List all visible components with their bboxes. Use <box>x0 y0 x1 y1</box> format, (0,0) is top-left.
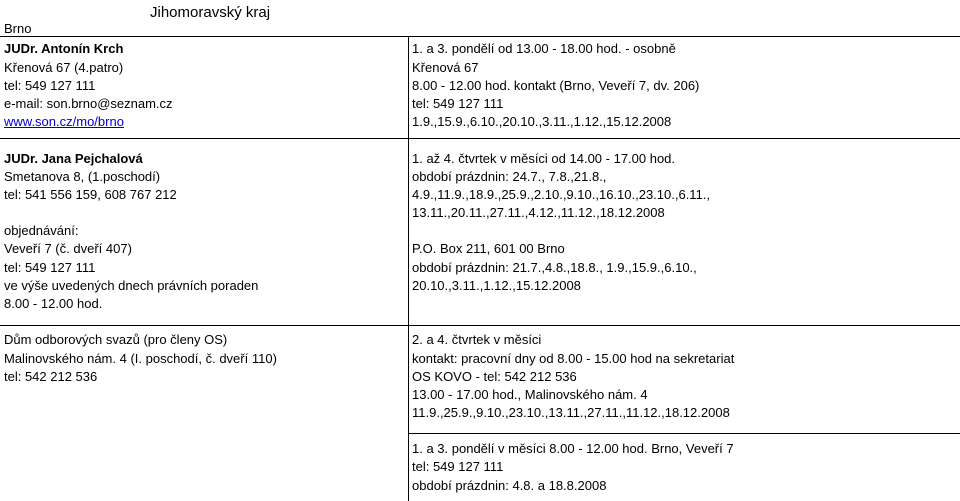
row-divider-3 <box>408 433 960 434</box>
phone-text: tel: 541 556 159, 608 767 212 <box>4 187 177 202</box>
phone-text: OS KOVO - tel: 542 212 536 <box>412 369 577 384</box>
dates-text: 20.10.,3.11.,1.12.,15.12.2008 <box>412 278 581 293</box>
organization-name: Dům odborových svazů (pro členy OS) <box>4 332 228 347</box>
schedule-text: 1. a 3. pondělí v měsíci 8.00 - 12.00 hod. Brno, Veveří 7 <box>412 441 734 456</box>
schedule-text: 8.00 - 12.00 hod. kontakt (Brno, Veveří 7, dv. 206) <box>412 78 700 93</box>
holiday-text: období prázdnin: 24.7., 7.8.,21.8., <box>412 169 607 184</box>
phone-text: tel: 549 127 111 <box>412 459 504 474</box>
schedule-text: Křenová 67 <box>412 60 479 75</box>
contact-text: kontakt: pracovní dny od 8.00 - 15.00 hod na sekretariat <box>412 351 735 366</box>
contact-name: JUDr. Jana Pejchalová <box>4 151 143 166</box>
contact-name: JUDr. Antonín Krch <box>4 41 124 56</box>
note-text: ve výše uvedených dnech právních poraden <box>4 278 259 293</box>
phone-text: tel: 549 127 111 <box>4 260 96 275</box>
dates-text: 1.9.,15.9.,6.10.,20.10.,3.11.,1.12.,15.12.2008 <box>412 114 672 129</box>
schedule-text: 1. a 3. pondělí od 13.00 - 18.00 hod. - osobně <box>412 41 676 56</box>
dates-text: 13.11.,20.11.,27.11.,4.12.,11.12.,18.12.2008 <box>412 205 665 220</box>
address-text: P.O. Box 211, 601 00 Brno <box>412 241 565 256</box>
schedule-text: 2. a 4. čtvrtek v měsíci <box>412 332 542 347</box>
holiday-text: období prázdnin: 21.7.,4.8.,18.8., 1.9.,15.9.,6.10., <box>412 260 697 275</box>
booking-label: objednávání: <box>4 223 79 238</box>
address-text: Smetanova 8, (1.poschodí) <box>4 169 161 184</box>
address-text: Malinovského nám. 4 (I. poschodí, č. dveří 110) <box>4 351 277 366</box>
holiday-text: období prázdnin: 4.8. a 18.8.2008 <box>412 478 607 493</box>
website-link[interactable]: www.son.cz/mo/brno <box>4 114 124 129</box>
header-divider <box>0 36 960 37</box>
schedule-text: 1. až 4. čtvrtek v měsíci od 14.00 - 17.00 hod. <box>412 151 676 166</box>
phone-text: tel: 549 127 111 <box>4 78 96 93</box>
dates-text: 11.9.,25.9.,9.10.,23.10.,13.11.,27.11.,11.12.,18.12.2008 <box>412 405 730 420</box>
column-divider <box>408 37 409 501</box>
address-text: Křenová 67 (4.patro) <box>4 60 124 75</box>
city-heading: Brno <box>4 21 32 36</box>
phone-text: tel: 549 127 111 <box>412 96 504 111</box>
phone-text: tel: 542 212 536 <box>4 369 98 384</box>
hours-text: 13.00 - 17.00 hod., Malinovského nám. 4 <box>412 387 648 402</box>
email-text: e-mail: son.brno@seznam.cz <box>4 96 173 111</box>
row-divider-2 <box>0 325 960 326</box>
address-text: Veveří 7 (č. dveří 407) <box>4 241 132 256</box>
row-divider-1 <box>0 138 960 139</box>
region-heading: Jihomoravský kraj <box>150 4 271 21</box>
hours-text: 8.00 - 12.00 hod. <box>4 296 103 311</box>
dates-text: 4.9.,11.9.,18.9.,25.9.,2.10.,9.10.,16.10.,23.10.,6.11., <box>412 187 711 202</box>
